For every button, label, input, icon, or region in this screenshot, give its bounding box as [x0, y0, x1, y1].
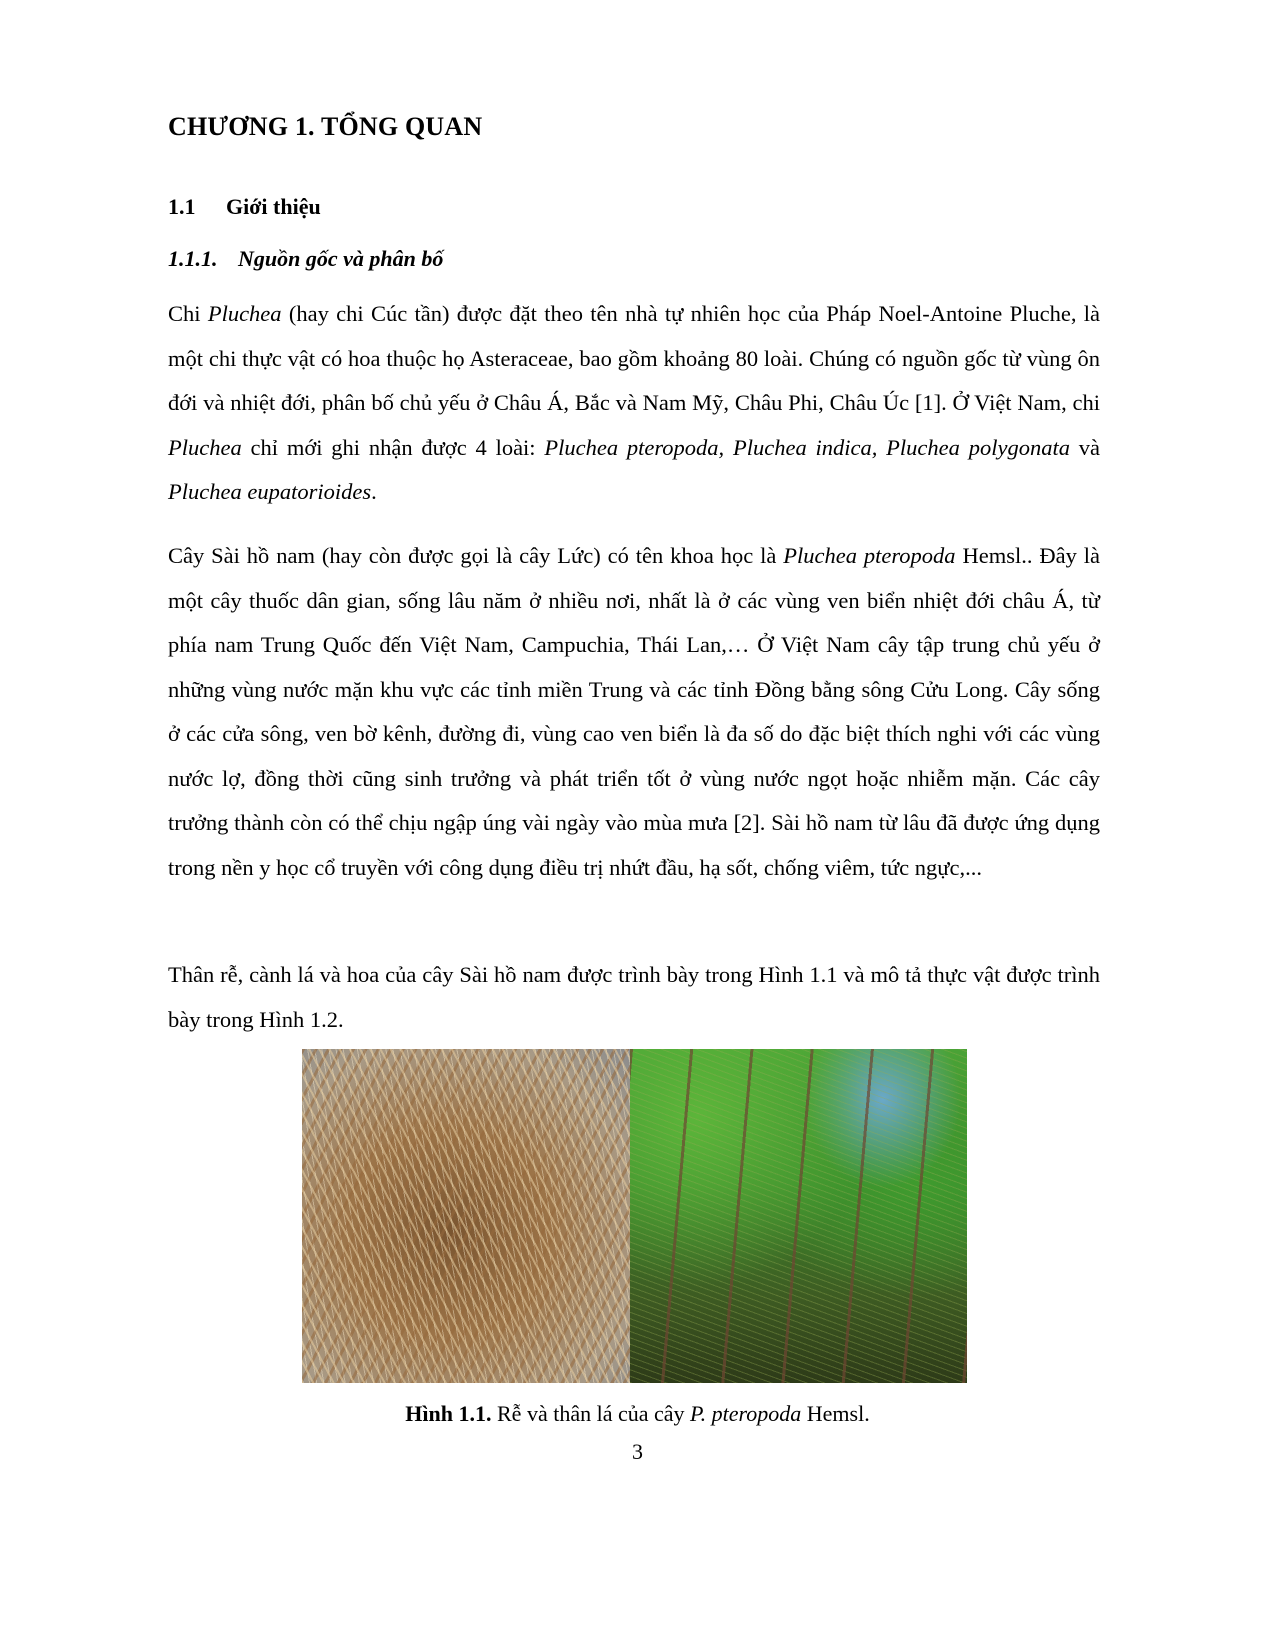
- italic-run: Pluchea: [168, 434, 242, 460]
- paragraph-description: [168, 534, 1100, 890]
- text-run: Hemsl.. Đây là một cây thuốc dân gian, sống lâu năm ở nhiều nơi, nhất là ở các vùng ven biển nhiệt đới châu Á, từ phía nam Trung Quốc đến Việt Nam, Campuchia, Thái Lan,… Ở Việt Nam cây tập trung chủ yếu ở những vùng nước mặn khu vực các tỉnh miền Trung và các tỉnh Đồng bằng sông Cửu Long. Cây sống ở các cửa sông, ven bờ kênh, đường đi, vùng cao ven biển là đa số do đặc biệt thích nghi với các vùng nước lợ, đồng thời cũng sinh trưởng và phát triển tốt ở vùng nước ngọt hoặc nhiễm mặn. Các cây trưởng thành còn có thể chịu ngập úng vài ngày vào mùa mưa [2]. Sài hồ nam từ lâu đã được ứng dụng trong nền y học cổ truyền với công dụng điều trị nhứt đầu, hạ sốt, chống viêm, tức ngực,...: [168, 543, 1100, 880]
- figure-1-1: [302, 1049, 967, 1383]
- text-run: và: [1069, 434, 1100, 460]
- figure-caption: [0, 1401, 1275, 1427]
- section-title: Giới thiệu: [226, 194, 321, 219]
- roots-photo: [302, 1049, 630, 1383]
- chapter-title: CHƯƠNG 1. TỔNG QUAN: [168, 112, 483, 141]
- text-run: .: [371, 479, 377, 504]
- italic-run: Pluchea eupatorioides: [168, 479, 372, 504]
- italic-run: Pluchea pteropoda: [783, 543, 956, 568]
- page-number: 3: [632, 1439, 643, 1464]
- subsection-heading: [168, 246, 443, 272]
- caption-text: Rễ và thân lá của cây: [491, 1401, 691, 1426]
- subsection-number: 1.1.1.: [168, 246, 218, 271]
- text-run: (hay chi Cúc tần) được đặt theo tên nhà tự nhiên học của Pháp Noel-Antoine Pluche, là một chi thực vật có hoa thuộc họ Asteraceae, bao gồm khoảng 80 loài. Chúng có nguồn gốc từ vùng ôn đới và nhiệt đới, phân bố chủ yếu ở Châu Á, Bắc và Nam Mỹ, Châu Phi, Châu Úc [1]. Ở Việt Nam, chi: [168, 301, 1100, 415]
- text-run: chỉ mới ghi nhận được 4 loài:: [241, 434, 545, 460]
- caption-label: Hình 1.1.: [405, 1401, 492, 1426]
- section-heading: [168, 194, 321, 220]
- plant-photo: [630, 1049, 967, 1383]
- section-number: 1.1: [168, 194, 196, 219]
- italic-run: Pluchea pteropoda, Pluchea indica, Pluchea polygonata: [544, 434, 1070, 460]
- text-run: Thân rễ, cành lá và hoa của cây Sài hồ nam được trình bày trong Hình 1.1 và mô tả thực vật được trình bày trong Hình 1.2.: [168, 962, 1100, 1032]
- caption-species: P. pteropoda: [690, 1401, 802, 1426]
- caption-text: Hemsl.: [801, 1401, 870, 1426]
- italic-run: Pluchea: [207, 301, 282, 326]
- text-run: Chi: [168, 301, 208, 326]
- paragraph-figure-intro: [168, 953, 1100, 1042]
- paragraph-origin: [168, 292, 1100, 515]
- subsection-title: Nguồn gốc và phân bố: [238, 246, 444, 271]
- text-run: Cây Sài hồ nam (hay còn được gọi là cây Lức) có tên khoa học là: [168, 543, 784, 568]
